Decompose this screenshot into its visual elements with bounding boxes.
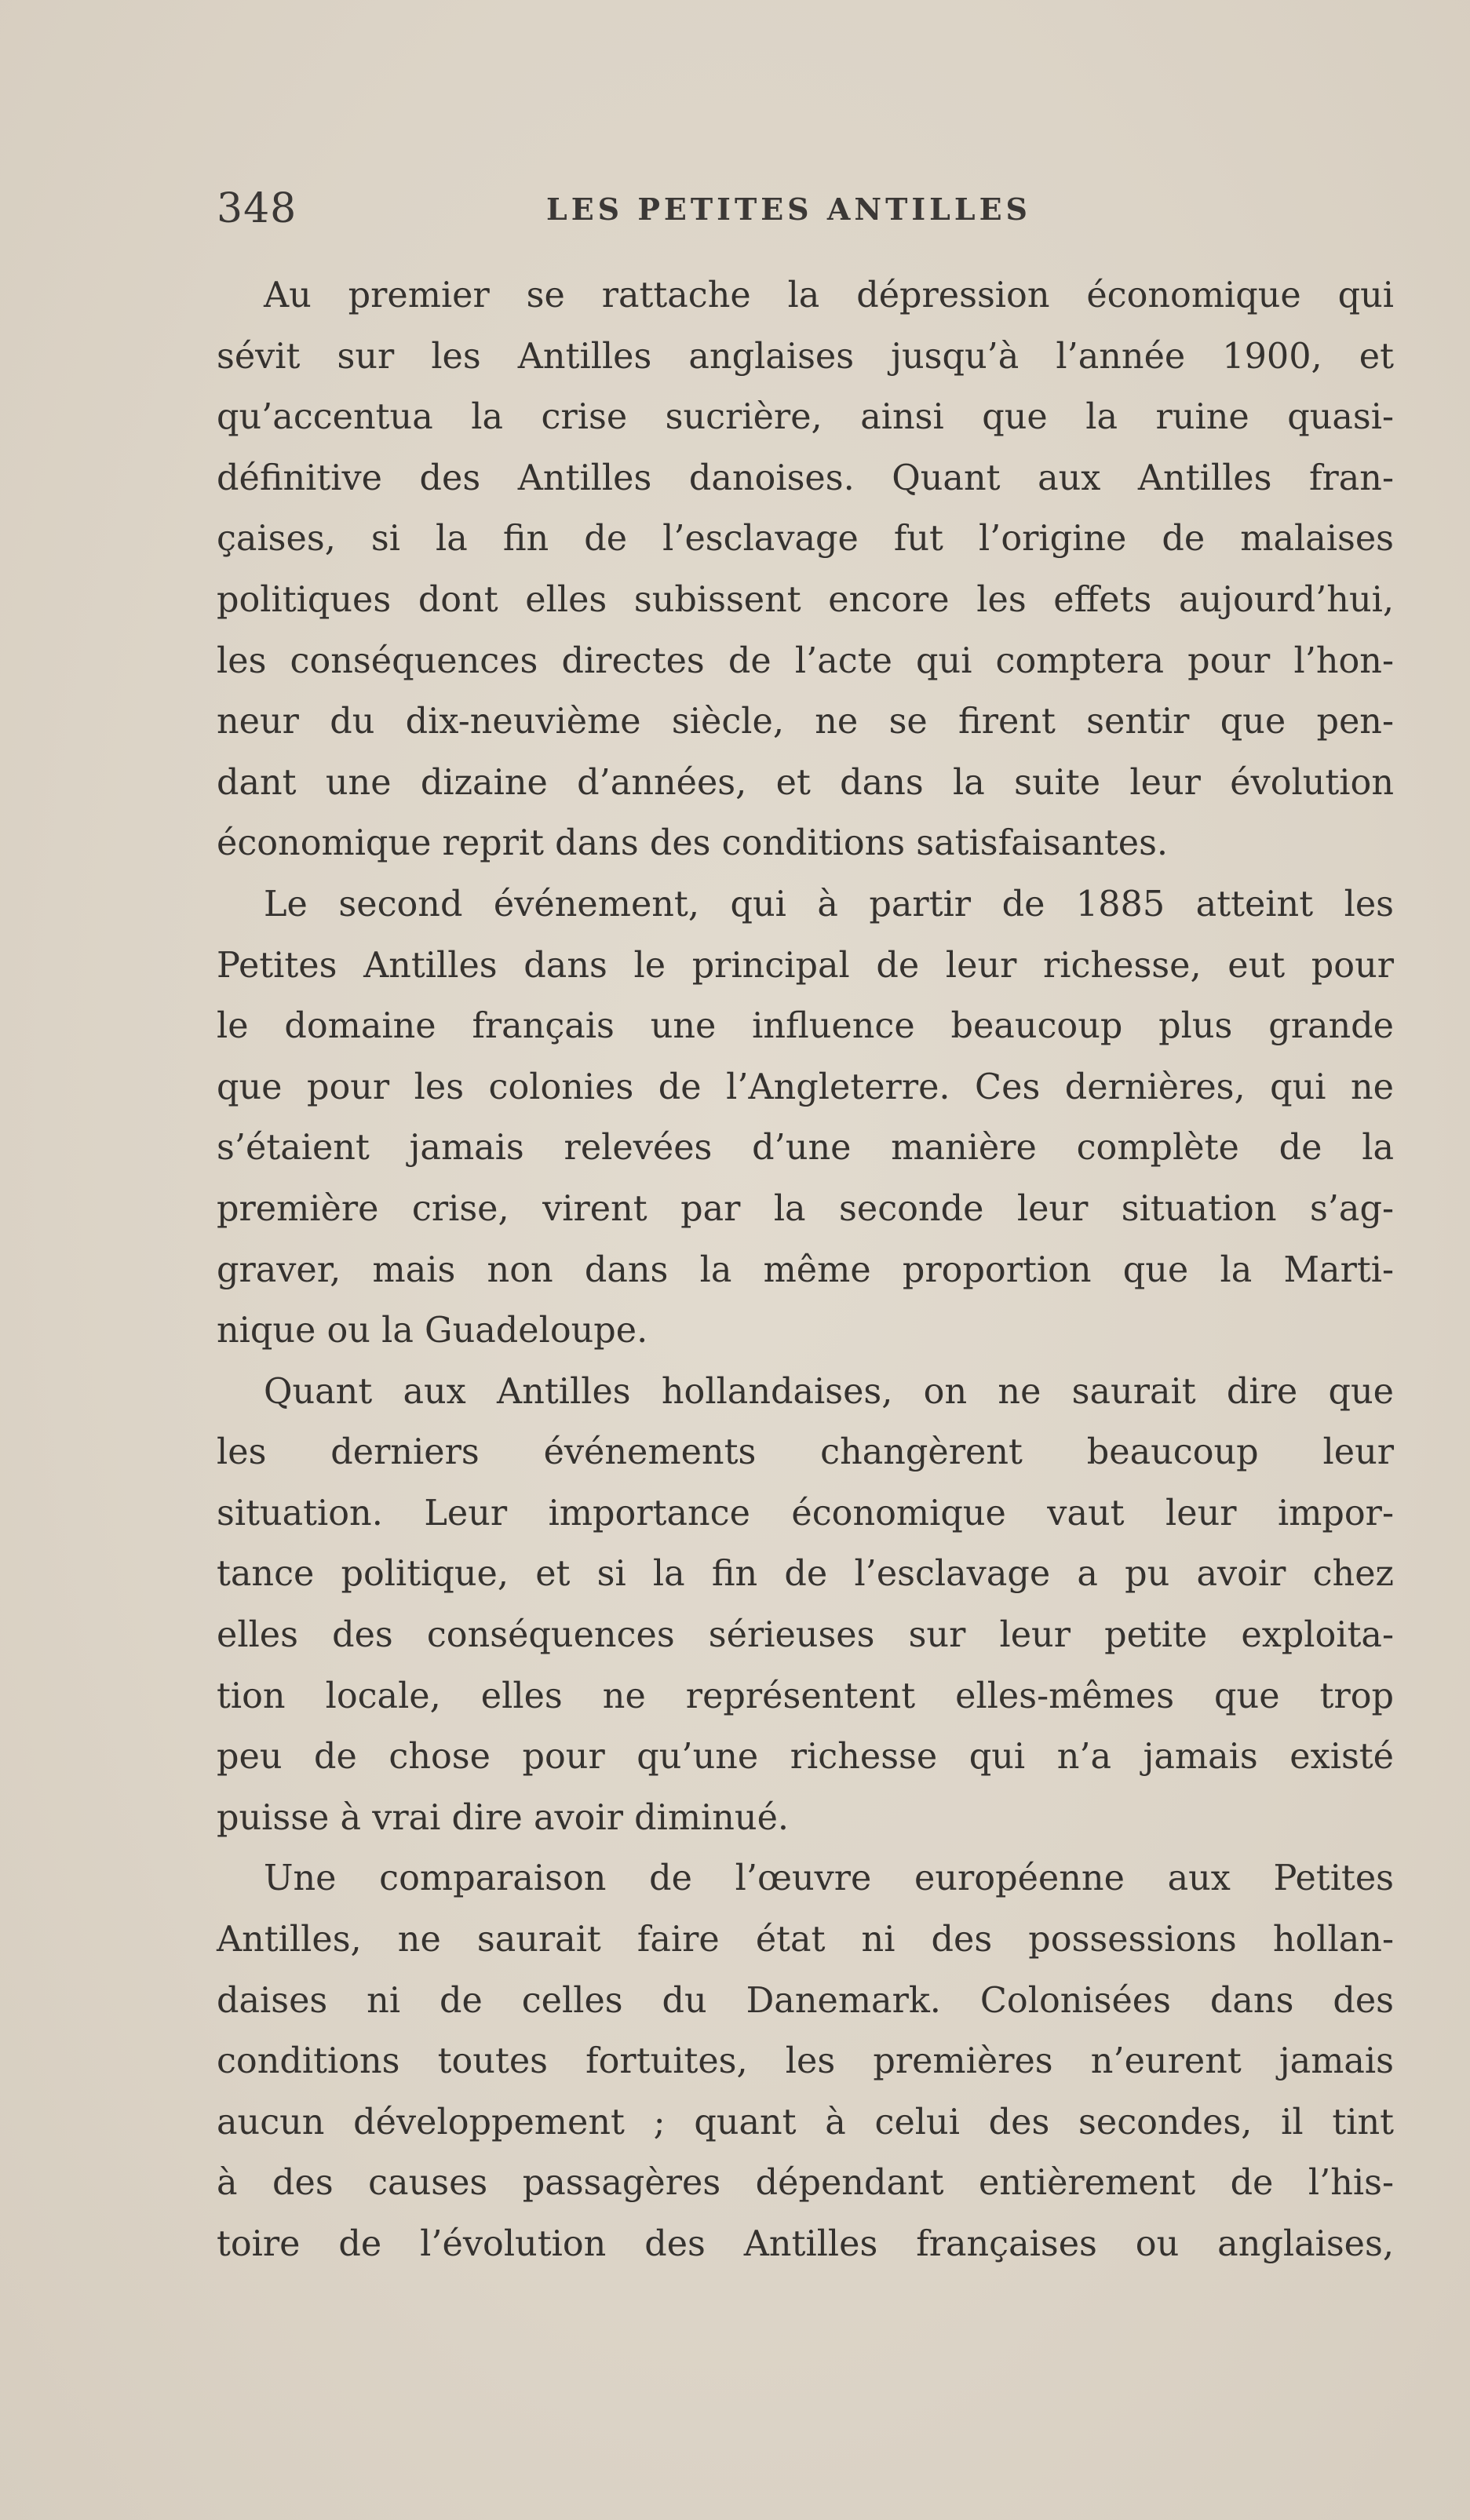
text-line: situation. Leur importance économique vaut leur impor-: [217, 1493, 1394, 1534]
text-line: neur du dix-neuvième siècle, ne se firent sentir que pen-: [217, 702, 1394, 742]
text-line: conditions toutes fortuites, les premières n’eurent jamais: [217, 2041, 1394, 2082]
body-text: [217, 265, 1394, 2275]
text-line: dant une dizaine d’années, et dans la suite leur évolution: [217, 762, 1394, 803]
paragraph-4: [217, 1848, 1394, 2274]
text-line: daises ni de celles du Danemark. Colonisées dans des: [217, 1980, 1394, 2021]
text-line: sévit sur les Antilles anglaises jusqu’à l’année 1900, et: [217, 336, 1394, 377]
page-number: 348: [217, 185, 297, 232]
text-line: aucun développement ; quant à celui des secondes, il tint: [217, 2102, 1394, 2143]
text-line: toire de l’évolution des Antilles françaises ou anglaises,: [217, 2224, 1394, 2264]
paragraph-3: [217, 1362, 1394, 1849]
text-line: les conséquences directes de l’acte qui comptera pour l’hon-: [217, 640, 1394, 681]
text-line: première crise, virent par la seconde leur situation s’ag-: [217, 1188, 1394, 1229]
text-line: graver, mais non dans la même proportion que la Marti-: [217, 1249, 1394, 1290]
text-line: peu de chose pour qu’une richesse qui n’a jamais existé: [217, 1737, 1394, 1778]
text-line: nique ou la Guadeloupe.: [217, 1311, 648, 1351]
text-line: tance politique, et si la fin de l’esclavage a pu avoir chez: [217, 1554, 1394, 1595]
text-line: les derniers événements changèrent beaucoup leur: [217, 1432, 1394, 1473]
text-line: Petites Antilles dans le principal de leur richesse, eut pour: [217, 945, 1394, 986]
paragraph-2: [217, 874, 1394, 1362]
text-line: Quant aux Antilles hollandaises, on ne saurait dire que: [264, 1371, 1394, 1412]
text-line: à des causes passagères dépendant entièrement de l’his-: [217, 2163, 1394, 2204]
text-line: elles des conséquences sérieuses sur leur petite exploita-: [217, 1615, 1394, 1656]
text-line: politiques dont elles subissent encore les effets aujourd’hui,: [217, 579, 1394, 620]
text-line: Antilles, ne saurait faire état ni des possessions hollan-: [217, 1920, 1394, 1960]
text-line: çaises, si la fin de l’esclavage fut l’origine de malaises: [217, 519, 1394, 560]
text-line: le domaine français une influence beaucoup plus grande: [217, 1006, 1394, 1047]
text-line: tion locale, elles ne représentent elles-mêmes que trop: [217, 1676, 1394, 1716]
paragraph-1: [217, 265, 1394, 874]
text-line: Une comparaison de l’œuvre européenne aux Petites: [264, 1858, 1394, 1899]
text-line: économique reprit dans des conditions satisfaisantes.: [217, 823, 1169, 864]
text-line: s’étaient jamais relevées d’une manière complète de la: [217, 1128, 1394, 1169]
text-line: que pour les colonies de l’Angleterre. Ces dernières, qui ne: [217, 1067, 1394, 1107]
text-line: Au premier se rattache la dépression économique qui: [264, 275, 1394, 315]
text-line: Le second événement, qui à partir de 1885 atteint les: [264, 884, 1394, 924]
page-header: [217, 185, 1394, 232]
text-line: qu’accentua la crise sucrière, ainsi que la ruine quasi-: [217, 397, 1394, 438]
text-line: définitive des Antilles danoises. Quant aux Antilles fran-: [217, 458, 1394, 498]
text-line: puisse à vrai dire avoir diminué.: [217, 1797, 790, 1838]
running-title: LES PETITES ANTILLES: [546, 191, 1031, 227]
